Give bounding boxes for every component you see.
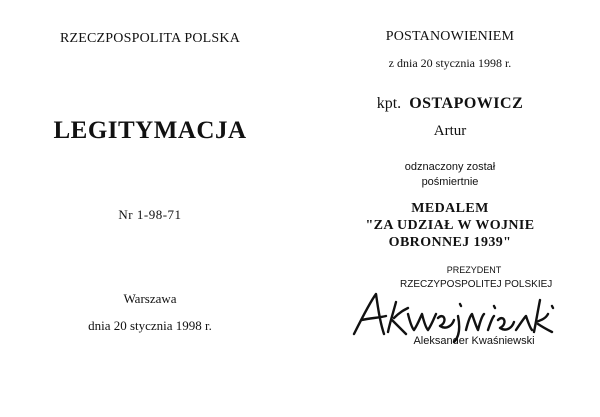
awarded-text: odznaczony został: [404, 161, 496, 173]
decree-date: z dnia 20 stycznia 1998 r.: [388, 56, 512, 70]
republic-heading: RZECZPOSPOLITA POLSKA: [59, 31, 241, 46]
medal-line-2: "ZA UDZIAŁ W WOJNIE: [365, 218, 535, 233]
document-number: Nr 1-98-71: [118, 207, 182, 222]
president-title-line-2: RZECZYPOSPOLITEJ POLSKIEJ: [400, 279, 553, 290]
recipient-rank: kpt.: [376, 95, 402, 112]
medal-line-3: OBRONNEJ 1939": [388, 235, 512, 250]
medal-line-1: MEDALEM: [411, 201, 489, 216]
signer-name: Aleksander Kwaśniewski: [413, 335, 535, 347]
recipient-name-line: [300, 96, 600, 112]
recipient-given-name: Artur: [433, 123, 467, 139]
recipient-surname: OSTAPOWICZ: [409, 95, 524, 112]
president-title-line-1: PREZYDENT: [446, 265, 502, 275]
posthumously-text: pośmiertnie: [421, 176, 479, 188]
issue-date: dnia 20 stycznia 1998 r.: [88, 318, 212, 333]
document-title: LEGITYMACJA: [53, 117, 247, 144]
issue-place: Warszawa: [123, 291, 177, 306]
decree-heading: POSTANOWIENIEM: [385, 29, 515, 44]
